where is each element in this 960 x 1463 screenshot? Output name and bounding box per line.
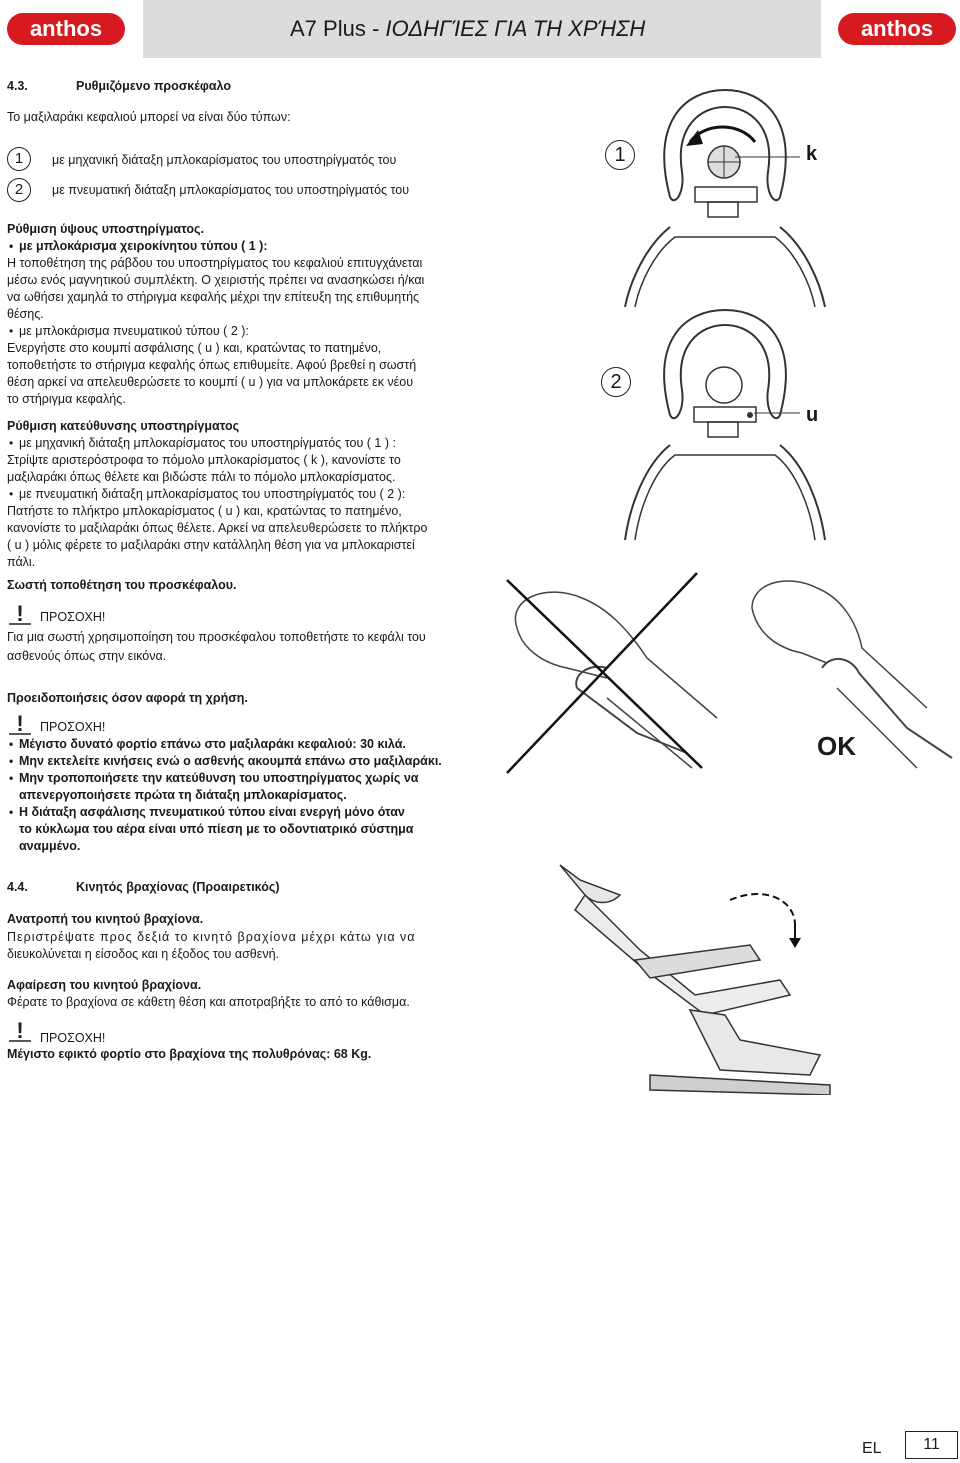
type-2-badge: 2 [7,178,31,202]
type-1-badge: 1 [7,147,31,171]
warning-item: • Μην τροποποιήσετε την κατεύθυνση του υποστηρίγματος χωρίς να [7,770,481,787]
height-bullet-1-line: Η τοποθέτηση της ράβδου του υποστηρίγματος του κεφαλιού επιτυγχάνεται [7,256,423,270]
warning-label: ΠΡΟΣΟΧΗ! [40,720,106,734]
page-title [290,16,645,42]
lock-button-u [747,412,753,418]
direction-bullet-2-line: ( u ) μόλις φέρετε το μαξιλαράκι στην κατάλληλη θέση για να μπλοκαριστεί [7,538,415,552]
height-heading: Ρύθμιση ύψους υποστηρίγματος. [7,222,204,236]
type-2-text: με πνευματική διάταξη μπλοκαρίσματος του υποστηρίγματός του [52,183,410,197]
wrong-position-drawing [507,573,717,773]
warning-item-cont: απενεργοποιήσετε πρώτα τη διάταξη μπλοκαρίσματος. [19,788,347,802]
patient-head-position-figure [487,568,957,778]
height-bullet-1-title: • με μπλοκάρισμα χειροκίνητου τύπου ( 1 ): [7,238,481,255]
correct-position-text: ασθενούς όπως στην εικόνα. [7,649,167,663]
headrest-type-1-figure [590,82,860,307]
warning-item: • Η διάταξη ασφάλισης πνευματικού τύπου είναι ενεργή μόνο όταν [7,804,481,821]
anthos-logo-left [6,12,126,46]
page-number: 11 [905,1431,958,1459]
brand-text-left: anthos [29,16,103,41]
direction-bullet-1-title: • με μηχανική διάταξη μπλοκαρίσματος του υποστηρίγματός του ( 1 ) : [7,435,481,452]
usage-warnings-heading: Προειδοποιήσεις όσον αφορά τη χρήση. [7,691,248,705]
title-separator: - [365,16,386,41]
direction-bullet-1-line: Στρίψτε αριστερόστροφα το πόμολο μπλοκαρίσματος ( k ), κανονίστε το [7,453,401,467]
headrest-type-2-figure [590,305,860,545]
max-load-text: Μέγιστο εφικτό φορτίο στο βραχίονα της πολυθρόνας: 68 Kg. [7,1047,372,1061]
ok-label: OK [817,731,856,761]
height-bullet-2-line: θέση αρκεί να απελευθερώσετε το κουμπί ( u ) για να μπλοκάρετε εκ νέου [7,375,414,389]
section-44-title: Κινητός βραχίονας (Προαιρετικός) [76,880,280,894]
title-model: A7 Plus [290,16,366,41]
brand-text-right: anthos [860,16,934,41]
section-43-intro: Το μαξιλαράκι κεφαλιού μπορεί να είναι δύο τύπων: [7,110,291,124]
direction-bullet-1-line: μαξιλαράκι όπως θέλετε και βιδώστε πάλι το πόμολο μπλοκαρίσματος. [7,470,396,484]
rotation-text: Περιστρέψατε προς δεξιά το κινητό βραχίονα μέχρι κάτω για να [7,930,416,944]
direction-bullet-2-line: κανονίστε το μαξιλαράκι όπως θέλετε. Αρκεί να απελευθερώσετε το πλήκτρο [7,521,428,535]
warning-item-cont: το κύκλωμα του αέρα είναι υπό πίεση με το οδοντιατρικό σύστημα [19,822,414,836]
down-arrow-icon [789,938,801,948]
dental-chair-figure [490,850,835,1095]
language-code: EL [862,1440,882,1457]
direction-bullet-2-line: πάλι. [7,555,36,569]
type-1-text: με μηχανική διάταξη μπλοκαρίσματος του υποστηρίγματός του [52,153,397,167]
rotation-text: διευκολύνεται η είσοδος και η έξοδος του ασθενή. [7,947,280,961]
warning-item-cont: αναμμένο. [19,839,81,853]
warning-icon [7,603,33,625]
rotation-heading: Ανατροπή του κινητού βραχίονα. [7,912,204,926]
height-bullet-2-line: τοποθετήστε το στήριγμα κεφαλής όπως επιθυμείτε. Αφού βρεθεί η σωστή [7,358,417,372]
height-bullet-2-line: Ενεργήστε στο κουμπί ασφάλισης ( u ) και, κρατώντας το πατημένο, [7,341,382,355]
label-u: u [806,404,819,426]
anthos-logo-right [837,12,957,46]
svg-text:!: ! [16,713,24,735]
height-bullet-1-line: μέσω ενός μαγνητικού συμπλέκτη. Ο χειριστής πρέπει να ανασηκώσει ή/και [7,273,425,287]
title-document: ΙΟΔΗΓΊΕΣ ΓΙΑ ΤΗ ΧΡΉΣΗ [385,16,646,41]
direction-bullet-2-line: Πατήστε το πλήκτρο μπλοκαρίσματος ( u ) και, κρατώντας το πατημένο, [7,504,402,518]
warning-label: ΠΡΟΣΟΧΗ! [40,610,106,624]
svg-text:!: ! [16,603,24,625]
figure-2-badge: 2 [601,367,631,397]
warning-icon [7,1020,33,1042]
warning-icon [7,713,33,735]
height-bullet-1-line: να ωθήσει χαμηλά το στήριγμα κεφαλής μέχρι την επίτευξη της επιθυμητής [7,290,420,304]
correct-position-text: Για μια σωστή χρησιμοποίηση του προσκέφαλου τοποθετήστε το κεφάλι του [7,630,426,644]
height-bullet-2-line: το στήριγμα κεφαλής. [7,392,126,406]
height-bullet-1-line: θέσης. [7,307,44,321]
height-adjust-block [7,221,481,408]
removal-text: Φέρατε το βραχίονα σε κάθετη θέση και αποτραβήξτε το από το κάθισμα. [7,995,410,1009]
warning-label: ΠΡΟΣΟΧΗ! [40,1031,106,1045]
section-43-title: Ρυθμιζόμενο προσκέφαλο [76,79,231,93]
direction-bullet-2-title: • με πνευματική διάταξη μπλοκαρίσματος του υποστηρίγματός του ( 2 ): [7,486,481,503]
figure-1-badge: 1 [605,140,635,170]
height-bullet-2-title: • με μπλοκάρισμα πνευματικού τύπου ( 2 ): [7,323,481,340]
direction-heading: Ρύθμιση κατεύθυνσης υποστηρίγματος [7,419,240,433]
cross-line [507,573,697,773]
section-43-number: 4.3. [7,79,28,93]
direction-adjust-block [7,418,481,571]
warning-item: • Μην εκτελείτε κινήσεις ενώ ο ασθενής ακουμπά επάνω στο μαξιλαράκι. [7,753,481,770]
correct-position-heading: Σωστή τοποθέτηση του προσκέφαλου. [7,578,237,592]
label-k: k [806,143,818,165]
removal-heading: Αφαίρεση του κινητού βραχίονα. [7,978,202,992]
usage-warnings-list [7,736,481,855]
cross-line [507,580,702,768]
warning-item: • Μέγιστο δυνατό φορτίο επάνω στο μαξιλαράκι κεφαλιού: 30 κιλά. [7,736,481,753]
section-44-number: 4.4. [7,880,28,894]
svg-text:!: ! [16,1020,24,1042]
